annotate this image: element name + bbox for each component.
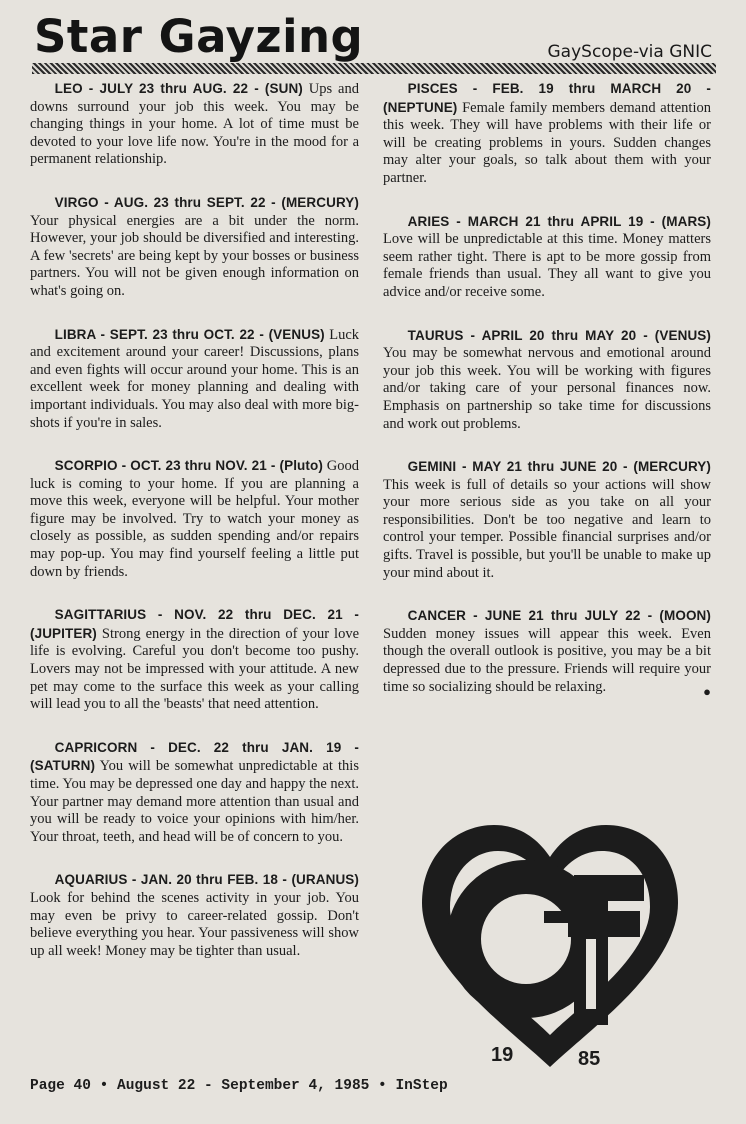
sign-text: This week is full of details so your actions will show your more serious side as you take on all your responsibilities. Don't be too negative and learn to control your temper. Possible financial surprises and/or gifts. Travel is possible, but you'll be unable to make up your mind about it.: [383, 476, 711, 581]
end-of-article-mark: ●: [703, 683, 711, 699]
horoscope-pisces: [383, 80, 711, 188]
sign-text: You will be somewhat unpredictable at this time. You may be depressed one day and happy the next. Your partner may demand more attention than usual and you will be ready to voice your opinions with him/her. Your throat, teeth, and head will be of concern to you.: [30, 758, 359, 845]
sign-text: Look for behind the scenes activity in your job. You may even be privy to career-related gossip. Don't believe everything you hear. Your passiveness will show up all week! Money may be tighter than usual.: [30, 889, 359, 959]
logo-year-right: 85: [578, 1048, 601, 1070]
sign-text: Sudden money issues will appear this week. Even though the overall outlook is positive, you may be a bit depressed due to the pressure. Friends will require your time so socializing should be relaxing.: [383, 625, 711, 695]
horoscope-virgo: [30, 194, 359, 301]
sign-text: Luck and excitement around your career! Discussions, plans and even fights will occur around your home. This is an excellent week for money planning and dealing with important individuals. You may also deal with more big-shots if you're in sales.: [30, 326, 360, 431]
sign-heading: TAURUS - APRIL 20 thru MAY 20 - (VENUS): [407, 327, 711, 343]
sign-text: Love will be unpredictable at this time. Money matters seem rather tight. There is apt to be more gossip from female friends than usual. They all want to give you advice and/or receive some.: [383, 231, 711, 300]
logo-year-left: 19: [491, 1044, 514, 1066]
header-rule: [32, 63, 716, 74]
left-column: [30, 80, 359, 985]
sign-heading: ARIES - MARCH 21 thru APRIL 19 - (MARS): [407, 213, 711, 229]
column-source: GayScope-via GNIC: [547, 42, 712, 62]
sign-heading: SCORPIO - OCT. 23 thru NOV. 21 - (Pluto): [54, 458, 323, 474]
horoscope-sagittarius: [30, 606, 359, 714]
horoscope-capricorn: [30, 739, 359, 847]
horoscope-aries: [383, 213, 711, 302]
horoscope-leo: [30, 80, 359, 169]
sign-heading: LIBRA - SEPT. 23 thru OCT. 22 - (VENUS): [54, 326, 325, 342]
sign-heading: CAPRICORN - DEC. 22 thru JAN. 19 - (SATURN): [30, 739, 359, 774]
column-title: Star Gayzing: [34, 10, 364, 63]
sign-heading: LEO - JULY 23 thru AUG. 22 - (SUN): [54, 81, 303, 96]
horoscope-cancer: [383, 607, 711, 699]
sign-heading: AQUARIUS - JAN. 20 thru FEB. 18 - (URANUS): [54, 872, 359, 888]
sign-text: You may be somewhat nervous and emotional around your job this week. You will be working with figures and/or taking care of your personal finances now. Emphasis on partnership so take time for discussions and work out problems.: [383, 345, 711, 432]
sign-heading: GEMINI - MAY 21 thru JUNE 20 - (MERCURY): [407, 459, 711, 475]
horoscope-gemini: [383, 458, 711, 582]
sign-text: Good luck is coming to your home. If you are planning a move this week, everyone will be helpful. Your mother figure may be involved. Try to watch your money as closely as possible, as sudden spending and/or repairs may pop-up. You may find yourself feeling a little put down by friends.: [30, 458, 359, 580]
sign-heading: PISCES - FEB. 19 thru MARCH 20 - (NEPTUNE): [383, 81, 711, 115]
page-footer: Page 40 • August 22 - September 4, 1985 • InStep: [30, 1078, 448, 1094]
sign-heading: CANCER - JUNE 21 thru JULY 22 - (MOON): [407, 608, 711, 624]
gf-heart-logo: [414, 815, 686, 1077]
right-column: [383, 80, 711, 721]
horoscope-scorpio: [30, 457, 359, 581]
heart-icon: [414, 815, 686, 1077]
horoscope-libra: [30, 326, 359, 433]
sign-text: Strong energy in the direction of your love life is evolving. Careful you don't become too pushy. Lovers may not be impressed with your attitude. A new pet may come to the surface this week as your calling will lead you to all the 'beasts' that need attention.: [30, 625, 360, 713]
horoscope-aquarius: [30, 871, 359, 960]
horoscope-taurus: [383, 327, 711, 434]
sign-text: Ups and downs surround your job this week. You may be changing things in your home. A lot of time must be devoted to your love life now. You're in the mood for a permanent relationship.: [30, 81, 359, 168]
sign-text: Female family members demand attention this week. They will have problems with their life or will be creating problems in yours. Sudden changes may alter your goals, so talk about them with your partner.: [383, 99, 711, 186]
sign-text: Your physical energies are a bit under the norm. However, your job should be diversified and interesting. A few 'secrets' are being kept by your bosses or business partners. You will not be given enough information on what's going on.: [30, 212, 359, 299]
sign-heading: VIRGO - AUG. 23 thru SEPT. 22 - (MERCURY): [54, 194, 359, 210]
sign-heading: SAGITTARIUS - NOV. 22 thru DEC. 21 - (JUPITER): [30, 607, 359, 641]
f-letter-hook: [574, 875, 644, 901]
